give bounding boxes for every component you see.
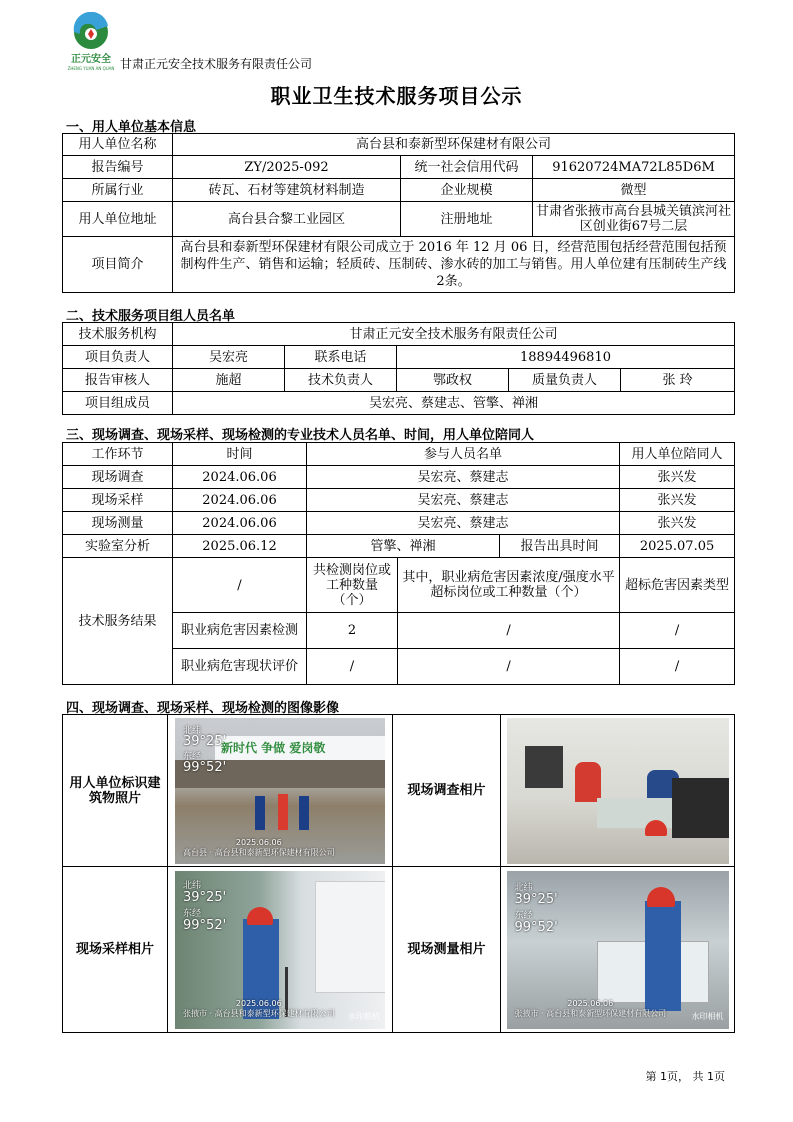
industry-label: 所属行业 [63, 179, 173, 202]
lat-value: 39°25' [183, 733, 227, 749]
page-number: 第 1页， 共 1页 [645, 1070, 725, 1083]
members-label: 项目组成员 [63, 392, 173, 415]
report-no-label: 报告编号 [63, 156, 173, 179]
tech: 鄂政权 [397, 369, 509, 392]
col-stage-header: 工作环节 [63, 443, 173, 466]
result-exceed: / [398, 613, 620, 649]
result-exceed: / [398, 649, 620, 685]
person-figure [299, 796, 309, 830]
phone-label: 联系电话 [285, 346, 397, 369]
result-head-count: 共检测岗位或工种数量（个） [307, 558, 398, 613]
sofa-shape [672, 778, 729, 838]
escort-cell: 张兴发 [620, 512, 735, 535]
chair-shape [525, 746, 563, 788]
helmet-icon [645, 820, 667, 836]
escort-cell: 张兴发 [620, 466, 735, 489]
reviewer: 施超 [173, 369, 285, 392]
lat-label: 北纬 [183, 725, 202, 736]
people-cell: 吴宏亮、蔡建志 [307, 466, 620, 489]
section3-heading: 三、现场调查、现场采样、现场检测的专业技术人员名单、时间，用人单位陪同人 [66, 428, 535, 443]
lon-label: 东经 [183, 908, 202, 919]
photo-table [62, 714, 735, 1033]
lab-label: 实验室分析 [63, 535, 173, 558]
photo-building [175, 718, 385, 864]
photo3-label: 现场采样相片 [63, 867, 168, 1033]
table-row [63, 466, 735, 489]
result-item: 职业病危害现状评价 [173, 649, 307, 685]
result-item: 职业病危害因素检测 [173, 613, 307, 649]
photo-measurement [507, 871, 729, 1029]
result-head-exceed: 其中，职业病危害因素浓度/强度水平超标岗位或工种数量（个） [398, 558, 620, 613]
phone: 18894496810 [397, 346, 735, 369]
org: 甘肃正元安全技术服务有限责任公司 [173, 323, 735, 346]
onsite-table [62, 442, 735, 685]
watermark-label: 水印相机 [348, 1011, 380, 1021]
intro-text: 高台县和泰新型环保建材有限公司成立于 2016 年 12 月 06 日，经营范围包括经营范围包括预制构件生产、销售和运输；轻质砖、压制砖、渗水砖的加工与销售。用人单位建有压制砖生产线 2条。 [173, 237, 735, 293]
stage-cell: 现场采样 [63, 489, 173, 512]
lat-label: 北纬 [183, 880, 202, 891]
banner-sign: 新时代 争做 爱岗敬 [215, 736, 385, 760]
leader: 吴宏亮 [173, 346, 285, 369]
unit-name: 高台县和泰新型环保建材有限公司 [173, 134, 735, 156]
result-label: 技术服务结果 [63, 558, 173, 685]
company-header: 甘肃正元安全技术服务有限责任公司 [120, 57, 313, 71]
result-head-type: 超标危害因素类型 [620, 558, 735, 613]
svg-text:ZHENG YUAN AN QUAN: ZHENG YUAN AN QUAN [67, 66, 115, 71]
industry: 砖瓦、石材等建筑材料制造 [173, 179, 401, 202]
helmet-icon [247, 907, 273, 925]
people-cell: 吴宏亮、蔡建志 [307, 512, 620, 535]
photo2-label: 现场调查相片 [393, 715, 501, 867]
lon-value: 99°52' [183, 759, 227, 775]
col-people-header: 参与人员名单 [307, 443, 620, 466]
credit-code-label: 统一社会信用代码 [401, 156, 533, 179]
stage-cell: 现场测量 [63, 512, 173, 535]
report-no: ZY/2025-092 [173, 156, 401, 179]
page-title: 职业卫生技术服务项目公示 [270, 84, 523, 108]
watermark-label: 水印相机 [691, 1011, 724, 1021]
col-escort-header: 用人单位陪同人 [620, 443, 735, 466]
helmet-icon [647, 887, 675, 907]
equipment-cabinet [315, 881, 385, 993]
lat-label: 北纬 [514, 882, 533, 893]
tech-label: 技术负责人 [285, 369, 397, 392]
person-figure [645, 901, 681, 1011]
lab-people: 管擎、禅湘 [307, 535, 500, 558]
stage-cell: 现场调查 [63, 466, 173, 489]
lat-value: 39°25' [514, 891, 558, 907]
team-table [62, 322, 735, 415]
reviewer-label: 报告审核人 [63, 369, 173, 392]
address-label: 用人单位地址 [63, 202, 173, 237]
lab-date: 2025.06.12 [173, 535, 307, 558]
reg-address-label: 注册地址 [401, 202, 533, 237]
address: 高台县合黎工业园区 [173, 202, 401, 237]
photo3-footer: 2025.06.06 张掖市 · 高台县和泰新型环保建材有限公司 [183, 998, 335, 1018]
result-head-slash: / [173, 558, 307, 613]
section4-heading: 四、现场调查、现场采样、现场检测的图像影像 [66, 701, 340, 716]
lon-label: 东经 [183, 751, 202, 762]
reg-address: 甘肃省张掖市高台县城关镇滨河社区创业街67号二层 [533, 202, 735, 237]
photo-sampling [175, 871, 385, 1029]
lat-value: 39°25' [183, 889, 227, 905]
lon-value: 99°52' [183, 917, 227, 933]
scale-label: 企业规模 [401, 179, 533, 202]
photo1-label: 用人单位标识建筑物照片 [63, 715, 168, 867]
members: 吴宏亮、蔡建志、管擎、禅湘 [173, 392, 735, 415]
quality-label: 质量负责人 [509, 369, 621, 392]
table-row [63, 512, 735, 535]
company-logo [66, 12, 116, 74]
credit-code: 91620724MA72L85D6M [533, 156, 735, 179]
unit-info-table [62, 133, 735, 293]
photo-survey [507, 718, 729, 864]
lon-label: 东经 [514, 910, 533, 921]
date-cell: 2024.06.06 [173, 489, 307, 512]
svg-text:正元安全: 正元安全 [71, 54, 111, 65]
scale: 微型 [533, 179, 735, 202]
result-count: 2 [307, 613, 398, 649]
date-cell: 2024.06.06 [173, 512, 307, 535]
col-date-header: 时间 [173, 443, 307, 466]
result-type: / [620, 613, 735, 649]
escort-cell: 张兴发 [620, 489, 735, 512]
intro-label: 项目简介 [63, 237, 173, 293]
lon-value: 99°52' [514, 919, 558, 935]
date-cell: 2024.06.06 [173, 466, 307, 489]
section1-heading: 一、用人单位基本信息 [66, 120, 197, 135]
people-cell: 吴宏亮、蔡建志 [307, 489, 620, 512]
section2-heading: 二、技术服务项目组人员名单 [66, 309, 236, 324]
photo4-label: 现场测量相片 [393, 867, 501, 1033]
org-label: 技术服务机构 [63, 323, 173, 346]
person-figure [575, 762, 601, 802]
table-row [63, 489, 735, 512]
quality: 张 玲 [621, 369, 735, 392]
photo4-footer: 2025.06.06 张掖市 · 高台县和泰新型环保建材有限公司 [514, 998, 667, 1018]
report-date-label: 报告出具时间 [500, 535, 620, 558]
person-figure [255, 796, 265, 830]
result-count: / [307, 649, 398, 685]
report-date: 2025.07.05 [620, 535, 735, 558]
photo1-footer: 2025.06.06 高台县 · 高台县和泰新型环保建材有限公司 [183, 837, 335, 857]
person-figure [278, 794, 288, 830]
leader-label: 项目负责人 [63, 346, 173, 369]
unit-name-label: 用人单位名称 [63, 134, 173, 156]
result-type: / [620, 649, 735, 685]
